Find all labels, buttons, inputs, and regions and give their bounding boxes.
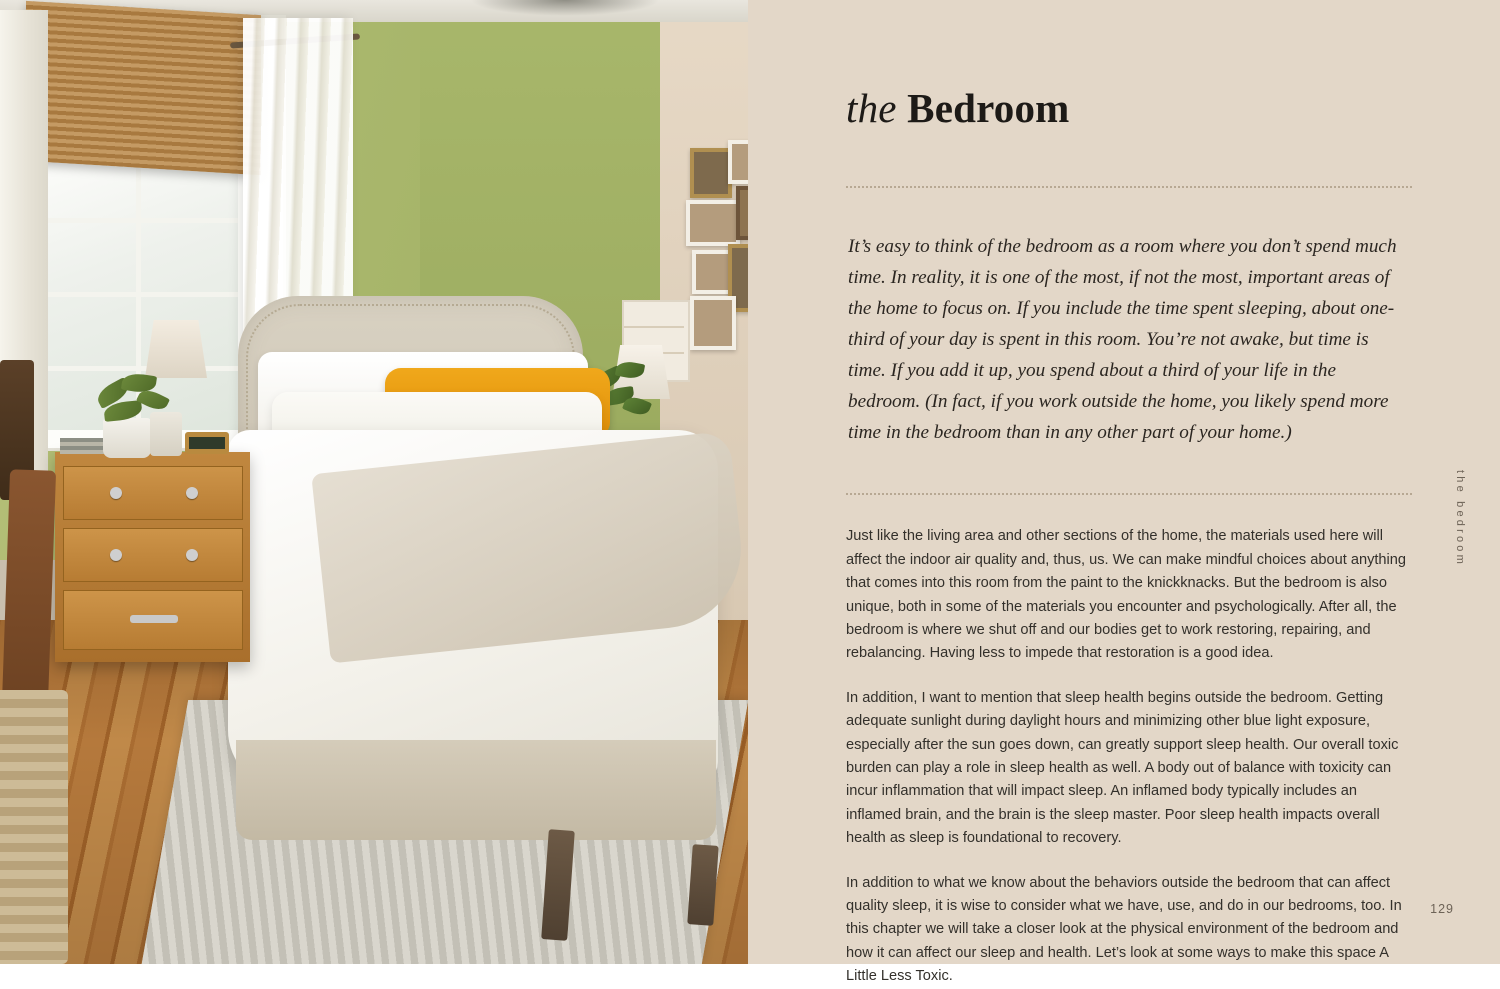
- left-page-photograph: [0, 0, 748, 964]
- picture-frame: [728, 140, 748, 184]
- picture-frame: [690, 148, 732, 198]
- window-mullion-horizontal: [38, 292, 238, 297]
- picture-frame: [686, 200, 740, 246]
- divider-bottom: [846, 493, 1412, 495]
- bed-frame: [236, 740, 716, 840]
- body-paragraph-2: In addition, I want to mention that sleep health begins outside the bedroom. Getting adequate sunlight during daylight hours and minimizing other blue light exposure, especially after the sun goes down, can greatly support sleep health. Our overall toxic burden can play a role in sleep health as well. A body out of balance with toxicity can incur inflammation that will impact sleep. An inflamed body typically includes an inflamed brain, and the brain is the sleep master. Poor sleep health impacts overall health as sleep is foundational to recovery.: [846, 689, 1399, 847]
- drawer-knob: [186, 549, 198, 561]
- picture-frame: [736, 186, 748, 240]
- window-mullion-horizontal: [38, 366, 238, 371]
- page-content: [846, 84, 1412, 989]
- title-word: Bedroom: [907, 85, 1070, 131]
- picture-frame: [690, 296, 736, 350]
- divider-top: [846, 186, 1412, 188]
- page-title: [846, 84, 1412, 132]
- page-number: 129: [1430, 902, 1454, 916]
- bamboo-blind: [26, 1, 261, 175]
- window-mullion-horizontal: [38, 218, 238, 223]
- nightstand-drawer: [63, 590, 243, 650]
- wooden-nightstand: [55, 452, 250, 662]
- nightstand-drawer: [63, 528, 243, 582]
- bedroom-photo: [0, 0, 748, 964]
- drawer-knob: [186, 487, 198, 499]
- right-page-text: [748, 0, 1500, 985]
- body-paragraph-1: Just like the living area and other sections of the home, the materials used here will affect the indoor air quality and, thus, us. We can make mindful choices about anything that comes into this room from the paint to the knickknacks. But the bedroom is also unique, both in some of the materials you encounter and psychologically. After all, the bedroom is where we shut off and our bodies get to work restoring, repairing, and rebalancing. Having less to impede that restoration is a good idea.: [846, 528, 1407, 662]
- ceiling-fan-shadow: [470, 0, 660, 16]
- nightstand-drawer: [63, 466, 243, 520]
- lamp-shade-left: [145, 320, 207, 378]
- plant-pot-small: [150, 412, 182, 456]
- drawer-handle: [130, 615, 178, 623]
- drawer-knob: [110, 487, 122, 499]
- leather-bag: [2, 469, 56, 705]
- title-prefix: the: [846, 85, 897, 131]
- intro-paragraph: It’s easy to think of the bedroom as a room where you don’t spend much time. In reality, it is one of the most, if not the most, important areas of the home to focus on. If you include the time spent sleeping, about one-third of your day is spent in this room. You’re not awake, but time is time. If you add it up, you spend about a third of your life in the bedroom. (In fact, if you work outside the home, you likely spend more time in the bedroom than in any other part of your home.): [848, 236, 1397, 444]
- clock-face: [189, 437, 225, 449]
- body-copy: [846, 525, 1412, 988]
- shelf-divider: [624, 326, 684, 328]
- alarm-clock: [185, 432, 229, 454]
- drawer-knob: [110, 549, 122, 561]
- bed-leg: [687, 844, 719, 926]
- body-paragraph-3: In addition to what we know about the behaviors outside the bedroom that can affect quality sleep, it is wise to consider what we have, use, and do in our bedrooms, too. In this chapter we will take a closer look at the physical environment of the bedroom and how it can affect our sleep and health. Let’s look at some ways to make this space A Little Less Toxic.: [846, 874, 1402, 985]
- woven-basket: [0, 690, 68, 964]
- running-head: the bedroom: [1454, 470, 1466, 567]
- plant-pot: [103, 418, 151, 458]
